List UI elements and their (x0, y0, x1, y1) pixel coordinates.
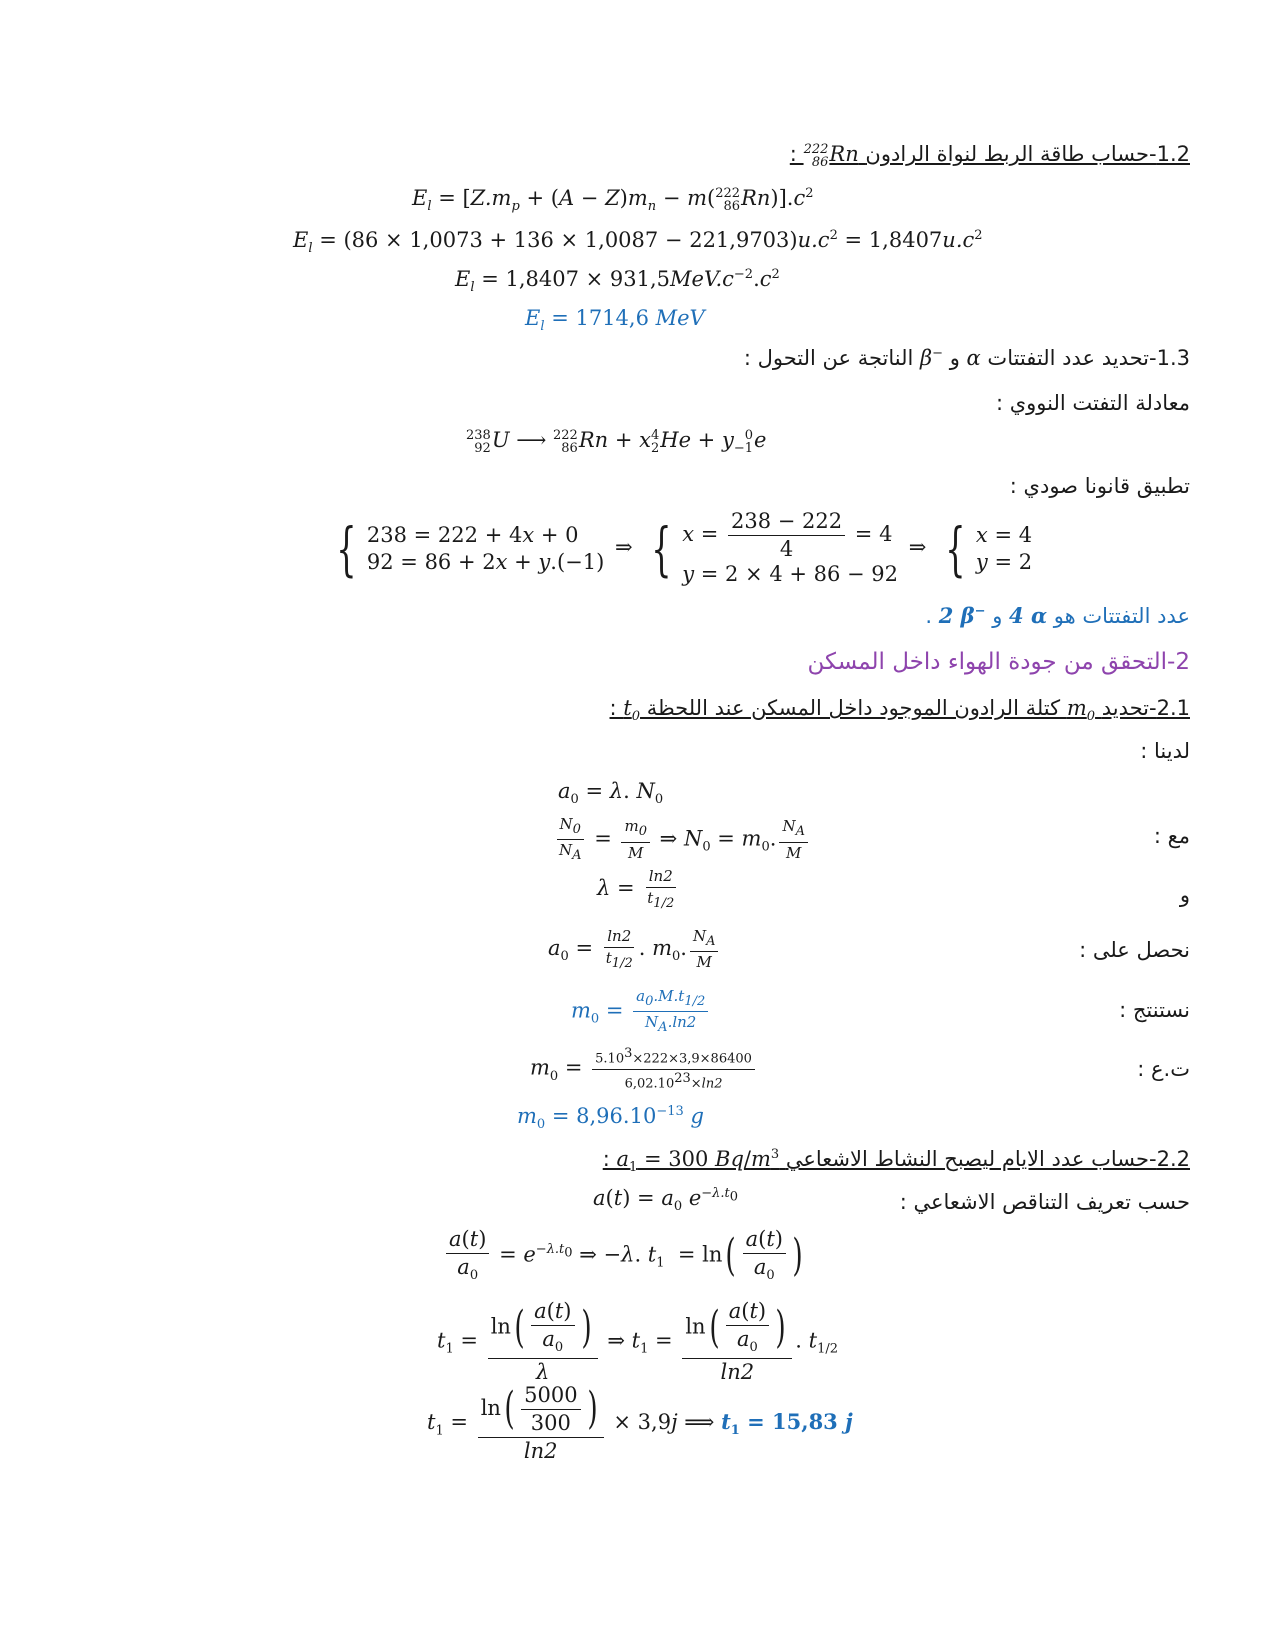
binding-energy-formula: $E_l = [Z.m_p + (A - Z)m_n - m$( 222 86 $Rn)].c^2$ (412, 185, 814, 215)
label-with: مع : (1153, 824, 1190, 848)
activity-formula: $a_0 = \lambda$. $N_0$ (558, 779, 664, 808)
time-expression: $t_1$ = ln( $\frac{a(t)}{a_0}$ ) λ ⇒ $t_1$ = ln( $\frac{a(t)}{a_0}$ ) ln2 . $t_{1/2}$ (437, 1299, 839, 1384)
ratio-log-equation: $\frac{a(t)}{a_0}$ = $e^{-\lambda.t_0}$ ⇒ −λ. $t_1 = \ln$( $\frac{a(t)}{a_0}$ ) (443, 1228, 806, 1284)
nuclei-count-formula: $\frac{N_0}{N_A}$ = $\frac{m_0}{M}$ ⇒ $N_0 = m_0$. $\frac{N_A}{M}$ (553, 816, 811, 864)
label-decay-definition: حسب تعريف التناقص الاشعاعي : (899, 1190, 1190, 1214)
heading-1-3: 1.3-تحديد عدد التفتتات α و β− الناتجة عن التحول : (743, 346, 1190, 370)
heading-2-1: 2.1-تحديد $m_0$ كتلة الرادون الموجود داخل المسكن عند اللحظة $t_0$ : (609, 696, 1190, 725)
decay-constant-formula: λ = $\frac{\ln 2}{t_{1/2}}$ (597, 867, 675, 911)
label-have: لدينا : (1140, 739, 1190, 763)
decay-equation: 238 92 U ⟶ 222 86 Rn + x 4 2 He + y 0 −1 e (466, 427, 767, 456)
label-and: و (1179, 883, 1190, 907)
binding-energy-conversion: $E_l = 1,8407 \times 931,5MeV.c^{-2}.c^2$ (455, 267, 780, 296)
time-numeric-result: $t_1$ = ln( $\frac{5000}{300}$ ) ln2 × 3,9j ⟹ $t_1 = 15,83$ j (427, 1383, 853, 1464)
soddy-system: { 238 = 222 + 4x + 0 92 = 86 + 2x + y.(−1) ⇒ { x = $\frac{238 - 222}{4}$ = 4 y = 2 × 4 + 86 − 92 ⇒ { x = 4 y = 2 (336, 509, 1033, 587)
mass-formula: $m_0$ = $\frac{a_0.M.t_{1/2}}{N_A.\ln 2}$ (571, 988, 711, 1036)
label-obtain: نحصل على : (1079, 938, 1190, 962)
mass-numeric: $m_0$ = $\frac{5.10^3\times 222\times 3,9\times 86400}{6,02.10^{23}\times\ln 2}$ (530, 1047, 758, 1091)
decay-law: $a(t) = a_0$ $e^{-\lambda.t_0}$ (593, 1186, 739, 1215)
label-numeric-application: ت.ع : (1137, 1057, 1190, 1081)
heading-2-2: 2.2-حساب عدد الايام ليصبح النشاط الاشعاعي $a_1 = 300$ $Bq/m^3$ : (602, 1147, 1190, 1176)
label-deduce: نستنتج : (1119, 998, 1190, 1022)
binding-energy-result: $E_l = 1714,6$ MeV (525, 306, 705, 335)
activity-expanded-formula: $a_0$ = $\frac{\ln 2}{t_{1/2}}$ . $m_0$. $\frac{N_A}{M}$ (548, 928, 721, 971)
soddy-laws-label: تطبيق قانونا صودي : (1009, 474, 1190, 498)
decay-count-result: عدد التفتتات هو 4 α و 2 β− . (925, 603, 1190, 628)
mass-result: $m_0 = 8,96.10^{-13}$ g (517, 1104, 704, 1133)
heading-1-2: 1.2-حساب طاقة الربط لنواة الرادون 222 86 Rn : (789, 141, 1190, 170)
decay-equation-label: معادلة التفتت النووي : (995, 391, 1190, 415)
section-2-title: 2-التحقق من جودة الهواء داخل المسكن (807, 649, 1190, 675)
binding-energy-numeric: $E_l = (86 \times 1,0073 + 136 \times 1,0087 - 221,9703)u.c^2 = 1,8407u.c^2$ (293, 228, 983, 257)
